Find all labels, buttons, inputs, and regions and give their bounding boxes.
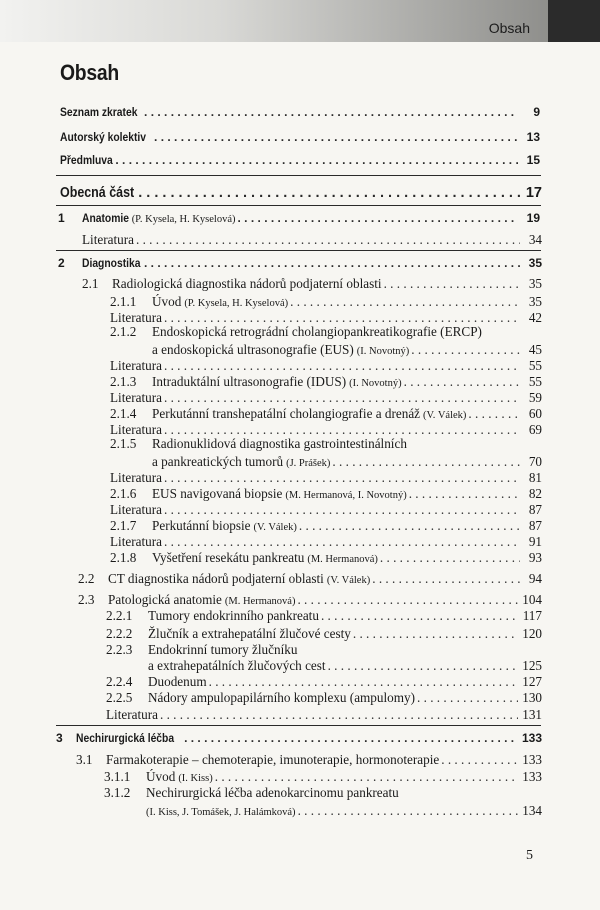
toc-entry-seznam-zkratek[interactable]: Seznam zkratek . . . 9 [60,105,540,119]
toc-entry-2-1-3[interactable]: 2.1.3 Intraduktální ultrasonografie (IDUS) (I. Novotný) . . . 55 [152,374,542,390]
toc-entry-literatura[interactable]: Literatura . . . 34 [82,232,542,248]
divider [56,250,541,251]
toc-entry-predmluva[interactable]: Předmluva . . . 15 [60,153,540,167]
toc-entry-2-1-6[interactable]: 2.1.6 EUS navigovaná biopsie (M. Hermanová, I. Novotný) . . . 82 [152,486,542,502]
toc-entry-literatura[interactable]: Literatura . . . 69 [110,422,542,438]
toc-entry-2-2-4[interactable]: 2.2.4 Duodenum . . . 127 [148,674,542,690]
page-title: Obsah [60,60,119,85]
toc-entry-literatura[interactable]: Literatura . . . 131 [106,707,542,723]
divider [56,205,541,206]
toc-entry-2-1-2[interactable]: a endoskopická ultrasonografie (EUS) (I. Novotný) . . . 45 [152,342,542,358]
toc-entry-2-2-1[interactable]: 2.2.1 Tumory endokrinního pankreatu . . . 117 [148,608,542,624]
page-number: 5 [526,848,533,863]
toc-entry-2-2-2[interactable]: 2.2.2 Žlučník a extrahepatální žlučové cesty . . . 120 [148,626,542,642]
divider [56,175,541,176]
toc-entry-2-1-2-line1[interactable]: 2.1.2 Endoskopická retrográdní cholangiopankreatikografie (ERCP) [110,324,482,339]
toc-entry-3-1[interactable]: 3.1 Farmakoterapie – chemoterapie, imunoterapie, hormonoterapie . . . 133 [106,752,542,768]
toc-entry-literatura[interactable]: Literatura . . . 81 [110,470,542,486]
toc-entry-3-1-2[interactable]: (I. Kiss, J. Tomášek, J. Halámková) . . . 134 [146,803,542,819]
toc-entry-2-2-5[interactable]: 2.2.5 Nádory ampulopapilárního komplexu (ampulomy) . . . 130 [148,690,542,706]
toc-entry-autorsky-kolektiv[interactable]: Autorský kolektiv . . . 13 [60,130,540,144]
toc-entry-2-1-8[interactable]: 2.1.8 Vyšetření resekátu pankreatu (M. Hermanová) . . . 93 [152,550,542,566]
divider [56,725,541,726]
toc-entry-2-1-7[interactable]: 2.1.7 Perkutánní biopsie (V. Válek) . . . 87 [152,518,542,534]
toc-entry-2-1-5[interactable]: a pankreatických tumorů (J. Prášek) . . . 70 [152,454,542,470]
toc-entry-2-3[interactable]: 2.3 Patologická anatomie (M. Hermanová) . . . 104 [108,592,542,608]
toc-entry-3-1-1[interactable]: 3.1.1 Úvod (I. Kiss) . . . 133 [146,769,542,785]
toc-entry-chapter-2[interactable]: 2 Diagnostika . . . 35 [82,256,542,270]
toc-entry-literatura[interactable]: Literatura . . . 87 [110,502,542,518]
toc-entry-chapter-3[interactable]: 3 Nechirurgická léčba . . . 133 [76,731,542,745]
toc-entry-literatura[interactable]: Literatura . . . 42 [110,310,542,326]
toc-entry-literatura[interactable]: Literatura . . . 59 [110,390,542,406]
running-header: Obsah [488,20,530,36]
toc-entry-chapter-1[interactable]: 1 Anatomie (P. Kysela, H. Kyselová) . . . 19 [82,211,540,225]
toc-entry-2-1[interactable]: 2.1 Radiologická diagnostika nádorů podjaterní oblasti . . . 35 [112,276,542,292]
toc-entry-literatura[interactable]: Literatura . . . 55 [110,358,542,374]
toc-entry-2-2-3-line1[interactable]: 2.2.3 Endokrinní tumory žlučníku [106,642,298,657]
toc-entry-2-2-3[interactable]: a extrahepatálních žlučových cest . . . 125 [148,658,542,674]
toc-entry-2-1-4[interactable]: 2.1.4 Perkutánní transhepatální cholangiografie a drenáž (V. Válek) . . . 60 [152,406,542,422]
toc-entry-2-1-5-line1[interactable]: 2.1.5 Radionuklidová diagnostika gastrointestinálních [110,436,407,451]
toc-entry-literatura[interactable]: Literatura . . . 91 [110,534,542,550]
toc-entry-obecna-cast[interactable]: Obecná část . . . 17 [60,185,542,201]
toc-entry-2-1-1[interactable]: 2.1.1 Úvod (P. Kysela, H. Kyselová) . . . 35 [152,294,542,310]
toc-entry-3-1-2-line1[interactable]: 3.1.2 Nechirurgická léčba adenokarcinomu pankreatu [104,785,399,800]
toc-entry-2-2[interactable]: 2.2 CT diagnostika nádorů podjaterní oblasti (V. Válek) . . . 94 [108,571,542,587]
